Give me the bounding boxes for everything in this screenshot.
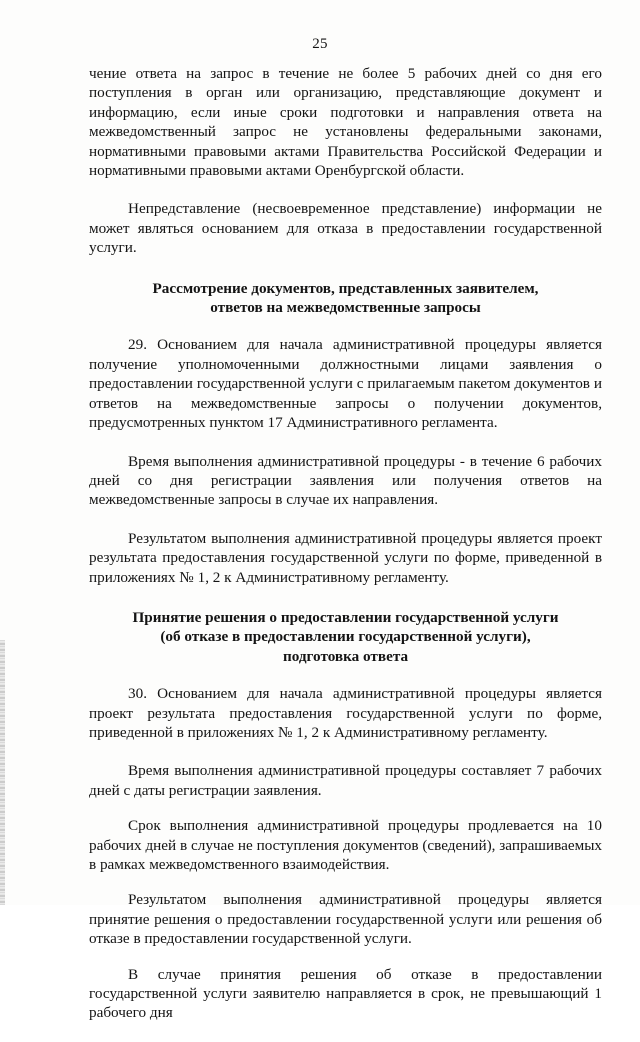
document-body xyxy=(89,64,602,1042)
heading-line: Рассмотрение документов, представленных заявителем, xyxy=(152,279,539,297)
paragraph-refusal-30: В случае принятия решения об отказе в предоставлении государственной услуги заявителю направляется в срок, не превышающий 1 рабочего дня xyxy=(89,965,602,1022)
section-heading-review-documents xyxy=(89,279,602,318)
paragraph-continuation: чение ответа на запрос в течение не более 5 рабочих дней со дня его поступления в орган или организацию, представляющие документ и информацию, если иные сроки подготовки и направления ответа на межведомственный запрос не установлены федеральными законами, нормативными правовыми актами Правительства Российской Федерации и нормативными правовыми актами Оренбургской области. xyxy=(89,65,602,180)
scan-edge-artifact xyxy=(0,640,5,905)
heading-line: ответов на межведомственные запросы xyxy=(210,299,481,317)
heading-line: Принятие решения о предоставлении государственной услуги xyxy=(132,608,559,626)
heading-line: (об отказе в предоставлении государственной услуги), xyxy=(160,628,531,646)
paragraph-item-29: 29. Основанием для начала административной процедуры является получение уполномоченными должностными лицами заявления о предоставлении государственной услуги с прилагаемым пакетом документов и ответов на межведомственные запросы о получении документов, предусмотренных пунктом 17 Административного регламента. xyxy=(89,336,602,432)
paragraph-time-29: Время выполнения административной процедуры - в течение 6 рабочих дней со дня регистрации заявления или получения ответов на межведомственные запросы в случае их направления. xyxy=(89,452,602,509)
paragraph-time-30: Время выполнения административной процедуры составляет 7 рабочих дней с даты регистрации заявления. xyxy=(89,762,602,799)
section-heading-decision xyxy=(89,608,602,666)
paragraph-item-30: 30. Основанием для начала административной процедуры является проект результата предоставления государственной услуги по форме, приведенной в приложениях № 1, 2 к Административному регламенту. xyxy=(89,685,602,741)
paragraph-extension-30: Срок выполнения административной процедуры продлевается на 10 рабочих дней в случае не поступления документов (сведений), запрашиваемых в рамках межведомственного взаимодействия. xyxy=(89,817,602,873)
paragraph-nonsubmission: Непредставление (несвоевременное представление) информации не может являться основанием для отказа в предоставлении государственной услуги. xyxy=(89,200,602,257)
page-number: 25 xyxy=(312,36,328,52)
paragraph-result-29: Результатом выполнения административной процедуры является проект результата предоставления государственной услуги по форме, приведенной в приложениях № 1, 2 к Административному регламенту. xyxy=(89,529,602,586)
heading-line: подготовка ответа xyxy=(282,647,409,665)
paragraph-result-30: Результатом выполнения административной процедуры является принятие решения о предоставлении государственной услуги или решения об отказе в предоставлении государственной услуги. xyxy=(89,891,602,948)
